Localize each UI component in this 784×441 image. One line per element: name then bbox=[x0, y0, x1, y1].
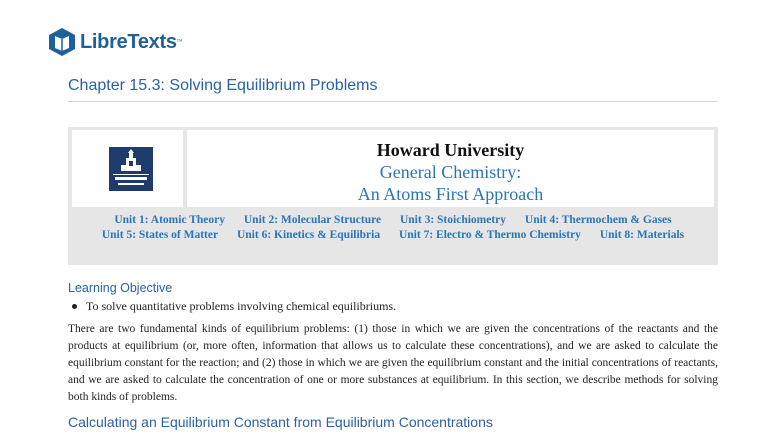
logo-trademark: ™ bbox=[176, 39, 183, 45]
learning-objective-text: To solve quantitative problems involving chemical equilibriums. bbox=[86, 299, 397, 313]
unit-link-7[interactable]: Unit 7: Electro & Thermo Chemistry bbox=[398, 228, 581, 241]
seal-building-icon bbox=[109, 147, 153, 191]
unit-link-5[interactable]: Unit 5: States of Matter bbox=[101, 228, 219, 241]
page-title: Chapter 15.3: Solving Equilibrium Problems bbox=[68, 77, 718, 102]
course-title-line2[interactable]: An Atoms First Approach bbox=[357, 184, 544, 204]
unit-link-2[interactable]: Unit 2: Molecular Structure bbox=[243, 214, 382, 226]
seal-cell bbox=[72, 130, 183, 207]
unit-links bbox=[72, 213, 714, 242]
course-title-cell bbox=[187, 130, 714, 207]
course-header-table bbox=[68, 127, 718, 265]
bullet-icon bbox=[72, 304, 77, 309]
section-heading: Calculating an Equilibrium Constant from Equilibrium Concentrations bbox=[68, 414, 493, 430]
libretexts-book-icon bbox=[48, 27, 76, 57]
libretexts-logo[interactable] bbox=[48, 27, 183, 57]
unit-link-4[interactable]: Unit 4: Thermochem & Gases bbox=[524, 214, 672, 226]
university-name: Howard University bbox=[376, 140, 525, 160]
unit-link-3[interactable]: Unit 3: Stoichiometry bbox=[399, 214, 507, 226]
learning-objective-heading: Learning Objective bbox=[68, 281, 173, 295]
logo-wordmark: LibreTexts bbox=[80, 30, 177, 53]
course-title-line1[interactable]: General Chemistry: bbox=[379, 162, 522, 182]
unit-link-8[interactable]: Unit 8: Materials bbox=[599, 228, 685, 241]
howard-university-seal bbox=[109, 147, 153, 191]
learning-objective-item bbox=[72, 299, 396, 314]
unit-link-1[interactable]: Unit 1: Atomic Theory bbox=[114, 214, 225, 226]
unit-link-6[interactable]: Unit 6: Kinetics & Equilibria bbox=[236, 228, 381, 241]
intro-paragraph: There are two fundamental kinds of equilibrium problems: (1) those in which we are given the concentrations of the reactants and the products at equilibrium (or, more often, information that allows us to calculate these concentrations), and we are asked to calculate the equilibrium constant for the reaction; and (2) those in which we are given the equilibrium constant and the initial concentrations of reactants, and we are asked to calculate the concentration of one or more substances at equilibrium. In this section, we describe methods for solving both kinds of problems. bbox=[68, 323, 718, 403]
